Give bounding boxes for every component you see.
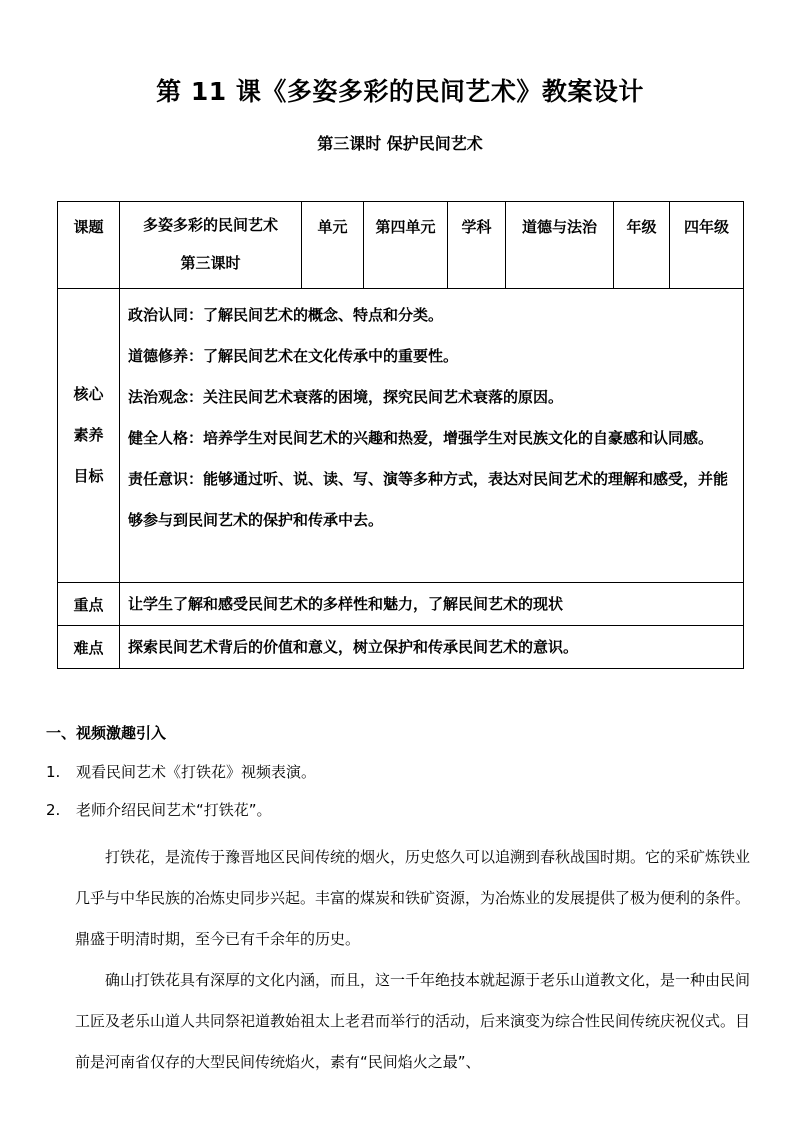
- unit-value: 第四单元: [375, 218, 436, 236]
- grade-label-cell: [614, 202, 670, 289]
- subject-value-cell: [506, 202, 614, 289]
- key-point-value: 让学生了解和感受民间艺术的多样性和魅力，了解民间艺术的现状: [120, 583, 744, 626]
- key-point-label-cell: [58, 583, 120, 626]
- topic-label-cell: [58, 202, 120, 289]
- list-item-text: 观看民间艺术《打铁花》视频表演。: [76, 763, 317, 781]
- subject-label: 学科: [461, 218, 492, 236]
- difficulty-label: 难点: [73, 638, 104, 657]
- paragraph-culture: [75, 960, 755, 1083]
- list-item: [46, 760, 756, 798]
- topic-value-line2: 第三课时: [180, 254, 241, 272]
- grade-value-cell: [670, 202, 744, 289]
- section-heading: 一、视频激趣引入: [46, 724, 167, 742]
- key-point-label: 重点: [73, 595, 104, 614]
- paragraph-history-text: 打铁花，是流传于豫晋地区民间传统的烟火，历史悠久可以追溯到春秋战国时期。它的采矿炼铁业几乎与中华民族的冶炼史同步兴起。丰富的煤炭和铁矿资源，为冶炼业的发展提供了极为便利的条件。鼎盛于明清时期，至今已有千余年的历史。: [75, 848, 751, 948]
- topic-value-cell: [120, 202, 302, 289]
- table-header-row: [58, 202, 744, 289]
- grade-value: 四年级: [683, 218, 729, 236]
- goal-healthy-personality: 健全人格：培养学生对民间艺术的兴趣和热爱，增强学生对民族文化的自豪感和认同感。: [128, 429, 714, 447]
- difficulty-label-cell: [58, 626, 120, 669]
- core-goals-label-3: 目标: [73, 467, 104, 485]
- document-subtitle: 第三课时 保护民间艺术: [317, 134, 483, 153]
- paragraph-culture-text: 确山打铁花具有深厚的文化内涵，而且，这一千年绝技本就起源于老乐山道教文化，是一种由民间工匠及老乐山道人共同祭祀道教始祖太上老君而举行的活动，后来演变为综合性民间传统庆祝仪式。目前是河南省仅存的大型民间传统焰火，素有“民间焰火之最”、: [75, 971, 751, 1071]
- core-goals-label-2: 素养: [73, 426, 104, 444]
- list-item-text: 老师介绍民间艺术“打铁花”。: [76, 801, 272, 819]
- goal-political-identity: 政治认同：了解民间艺术的概念、特点和分类。: [128, 306, 444, 324]
- core-goals-label-1: 核心: [73, 385, 104, 403]
- unit-label: 单元: [317, 218, 348, 236]
- topic-label: 课题: [73, 218, 104, 236]
- list-item-number: 1.: [46, 763, 61, 781]
- core-goals-label-cell: [58, 289, 120, 583]
- topic-value-line1: 多姿多彩的民间艺术: [142, 216, 278, 234]
- goal-moral-cultivation: 道德修养：了解民间艺术在文化传承中的重要性。: [128, 347, 459, 365]
- difficulty-row: [58, 626, 744, 669]
- key-point-row: [58, 583, 744, 626]
- unit-label-cell: [302, 202, 364, 289]
- goal-rule-of-law: 法治观念：关注民间艺术衰落的困境，探究民间艺术衰落的原因。: [128, 388, 564, 406]
- document-title: 第 11 课《多姿多彩的民间艺术》教案设计: [156, 77, 644, 106]
- lesson-plan-table: [57, 201, 744, 669]
- grade-label: 年级: [626, 218, 657, 236]
- goal-responsibility: 责任意识：能够通过听、说、读、写、演等多种方式，表达对民间艺术的理解和感受，并能够参与到民间艺术的保护和传承中去。: [128, 470, 729, 529]
- difficulty-value: 探索民间艺术背后的价值和意义，树立保护和传承民间艺术的意识。: [120, 626, 744, 669]
- core-goals-content: [120, 289, 744, 583]
- subject-label-cell: [448, 202, 506, 289]
- step-list: [46, 760, 756, 836]
- list-item: [46, 798, 756, 836]
- core-goals-row: [58, 289, 744, 583]
- paragraph-history: [75, 837, 755, 960]
- subject-value: 道德与法治: [521, 218, 597, 236]
- list-item-number: 2.: [46, 801, 61, 819]
- unit-value-cell: [364, 202, 448, 289]
